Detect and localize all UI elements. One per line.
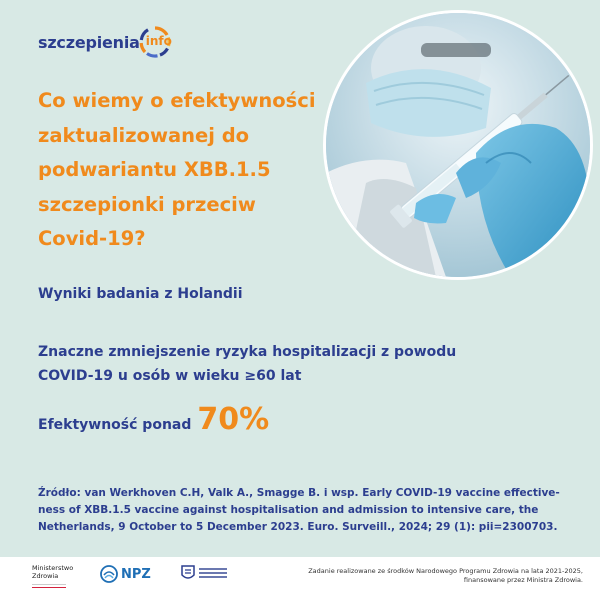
- vaccine-photo: [323, 10, 593, 280]
- logo-sub-text: info: [145, 34, 172, 48]
- npz-label: NPZ: [121, 566, 151, 582]
- szczepienia-info-logo[interactable]: [38, 25, 172, 59]
- npz-logo[interactable]: [100, 565, 151, 583]
- ministry-line: Zdrowia: [32, 572, 59, 580]
- flag-icon: [32, 584, 66, 587]
- title-line: Covid-19?: [38, 227, 146, 250]
- logo-main-text: szczepienia: [38, 32, 140, 52]
- page-title: [38, 84, 338, 257]
- source-line: ness of XBB.1.5 vaccine against hospitalisation and admission to intensive care, the: [38, 504, 539, 516]
- agency-logo[interactable]: [180, 564, 227, 582]
- agency-name-graphic: [199, 566, 227, 580]
- footer-bar: [0, 557, 600, 593]
- effectiveness-label: Efektywność ponad: [38, 417, 192, 433]
- agency-emblem-icon: [180, 564, 196, 582]
- npz-swirl-icon: [100, 565, 118, 583]
- funding-line: Zadanie realizowane ze środków Narodowego Programu Zdrowia na lata 2021-2025,: [308, 567, 583, 575]
- title-line: zaktualizowanej do: [38, 123, 250, 147]
- study-subtitle: Wyniki badania z Holandii: [38, 286, 243, 302]
- funding-line: finansowane przez Ministra Zdrowia.: [463, 575, 583, 584]
- finding-line: COVID-19 u osób w wieku ≥60 lat: [38, 368, 302, 384]
- logo-ring-icon: [138, 25, 172, 59]
- funding-note: [308, 567, 583, 584]
- finding-text: [38, 340, 456, 388]
- effectiveness-value: 70%: [197, 402, 270, 437]
- source-citation: [38, 485, 560, 536]
- source-line: Netherlands, 9 October to 5 December 2023. Euro. Surveill., 2024; 29 (1): pii=2300703.: [38, 521, 558, 533]
- source-line: Źródło: van Werkhoven C.H, Valk A., Smagge B. i wsp. Early COVID-19 vaccine effective-: [38, 487, 560, 499]
- finding-line: Znaczne zmniejszenie ryzyka hospitalizacji z powodu: [38, 344, 457, 360]
- title-line: szczepionki przeciw: [38, 192, 256, 216]
- effectiveness-row: [38, 402, 269, 437]
- title-line: Co wiemy o efektywności: [38, 89, 316, 112]
- title-line: podwariantu XBB.1.5: [38, 158, 271, 181]
- ministry-logo[interactable]: [32, 564, 73, 580]
- ministry-line: Ministerstwo: [32, 564, 74, 572]
